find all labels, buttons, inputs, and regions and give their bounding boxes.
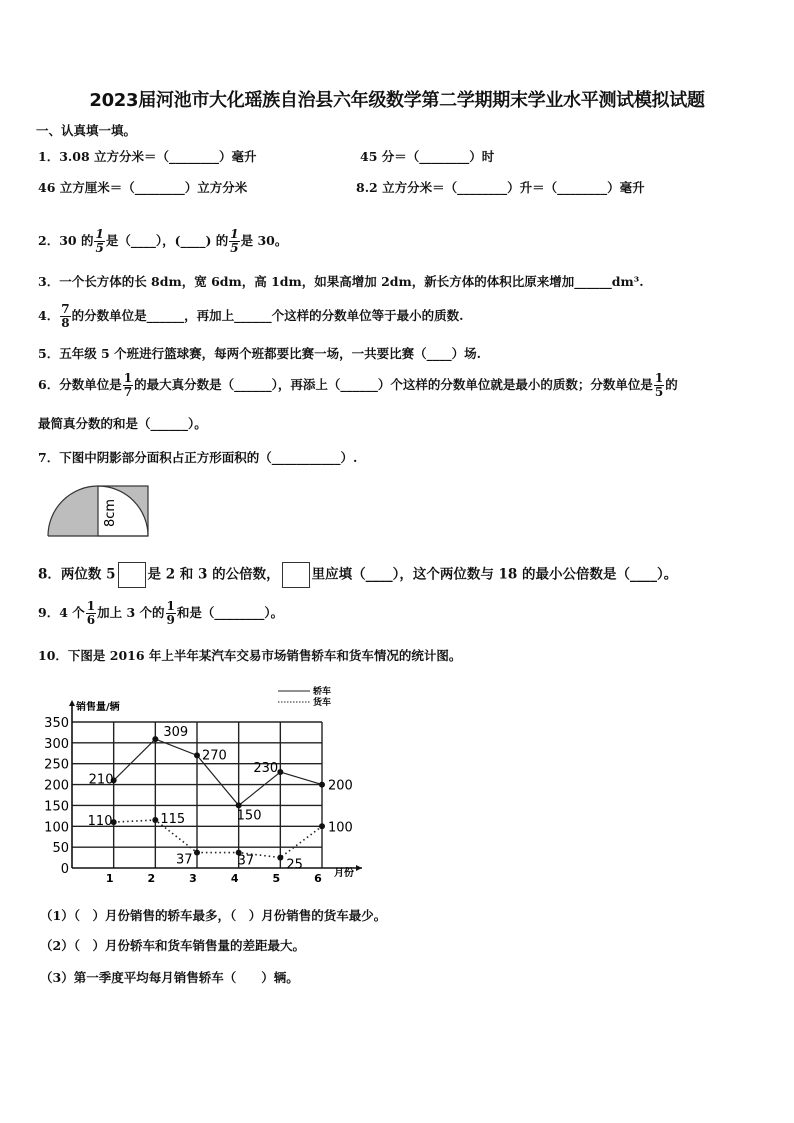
section-heading: 一、认真填一填。 [36,123,137,138]
x-tick-label: 1 [105,872,114,885]
data-label: 230 [253,761,279,777]
y-tick-label: 250 [44,757,69,773]
blank-box[interactable] [118,562,146,588]
q1-b: 45 分＝（________）时 [360,149,495,164]
shaded-left [48,486,98,536]
y-tick-label: 50 [52,841,69,857]
data-label: 37 [176,852,193,868]
fraction: $\frac{1}{5}$ [230,227,239,255]
fraction: $\frac{1}{5}$ [654,371,664,399]
legend-label-truck: 货车 [313,698,332,708]
legend-label-car: 轿车 [313,687,332,697]
fraction: $\frac{1}{7}$ [123,371,133,399]
question-9: 9．4 个 $\frac{1}{6}$ 加上 3 个的 $\frac{1}{9}$ 和是（________）。 [38,599,284,627]
data-point [194,752,200,758]
q2-mid: 是（____），(____) 的 [105,233,229,248]
y-tick-label: 350 [44,716,69,731]
data-label: 25 [286,857,303,873]
question-10: 10．下图是 2016 年上半年某汽车交易市场销售轿车和货车情况的统计图。 [38,648,462,663]
q1-c: 46 立方厘米＝（________）立方分米 [38,180,248,195]
data-label: 210 [88,772,114,788]
q2-end: 是 30。 [240,233,288,248]
question-4: 4． $\frac{7}{8}$ 的分数单位是______，再加上______个这样的分数单位等于最小的质数. [38,302,464,330]
y-tick-label: 0 [60,862,69,877]
question-5: 5．五年级 5 个班进行篮球赛，每两个班都要比赛一场，一共要比赛（____）场. [38,346,481,361]
q10-sub3: （3）第一季度平均每月销售轿车（ ）辆。 [40,970,299,985]
q10-sub2: （2）（ ）月份轿车和货车销售量的差距最大。 [40,938,305,953]
q1-d: 8.2 立方分米＝（________）升＝（________）毫升 [356,180,645,195]
page-title: 2023届河池市大化瑶族自治县六年级数学第二学期期末学业水平测试模拟试题 [89,90,705,111]
data-point [152,736,158,742]
y-tick-label: 150 [44,799,69,815]
data-point [194,850,200,856]
line-chart [40,680,370,885]
data-point [319,782,325,788]
y-axis-label: 销售量/辆 [76,702,120,713]
y-tick-label: 200 [44,778,69,794]
y-tick-label: 300 [44,736,69,752]
x-tick-label: 5 [272,872,281,885]
question-8: 8．两位数 5 是 2 和 3 的公倍数， 里应填（____），这个两位数与 18 的最小公倍数是（____）。 [38,562,677,588]
x-tick-label: 6 [314,872,322,885]
x-axis-arrow [356,865,362,871]
x-tick-label: 2 [147,872,156,885]
data-label: 270 [202,748,227,764]
data-label: 200 [328,778,353,794]
chart-grid [72,722,322,868]
data-label: 150 [236,808,262,824]
legend [278,685,331,708]
fraction: $\frac{7}{8}$ [61,302,70,330]
side-length-label: 8cm [103,498,118,528]
question-6: 6．分数单位是 $\frac{1}{7}$ 的最大真分数是（______），再添上（______）个这样的分数单位就是最小的质数；分数单位是 $\frac{1}{5}$ 的 [38,371,678,399]
question-2 [38,228,287,255]
data-label: 100 [328,820,353,836]
q1-a: 1．3.08 立方分米＝（________）毫升 [38,149,257,164]
data-label: 309 [163,725,189,741]
x-tick-label: 3 [189,872,197,885]
question-7: 7．下图中阴影部分面积占正方形面积的（___________）. [38,450,358,465]
question-3: 3．一个长方体的长 8dm，宽 6dm，高 1dm，如果高增加 2dm，新长方体的体积比原来增加______dm³. [38,274,644,289]
fraction: $\frac{1}{6}$ [86,599,96,627]
data-label: 110 [87,814,113,830]
data-label: 37 [237,853,255,869]
semicircle-figure [44,484,154,540]
x-tick-label: 4 [230,872,239,885]
data-point [319,823,325,829]
q10-sub1: （1）（ ）月份销售的轿车最多，（ ）月份销售的货车最少。 [40,908,387,923]
y-tick-label: 100 [44,820,69,836]
x-axis-label: 月份 [334,868,354,879]
blank-box[interactable] [282,562,310,588]
chart-labels [88,725,353,872]
question-6-line2: 最简真分数的和是（______）。 [38,416,207,431]
fraction: $\frac{1}{5}$ [95,227,104,255]
fraction: $\frac{1}{9}$ [166,599,175,627]
y-axis-arrow [69,700,75,706]
q2-pre: 2．30 的 [38,233,94,248]
data-point [277,769,283,775]
data-point [277,855,283,861]
data-point [152,817,158,823]
data-label: 115 [160,812,186,828]
